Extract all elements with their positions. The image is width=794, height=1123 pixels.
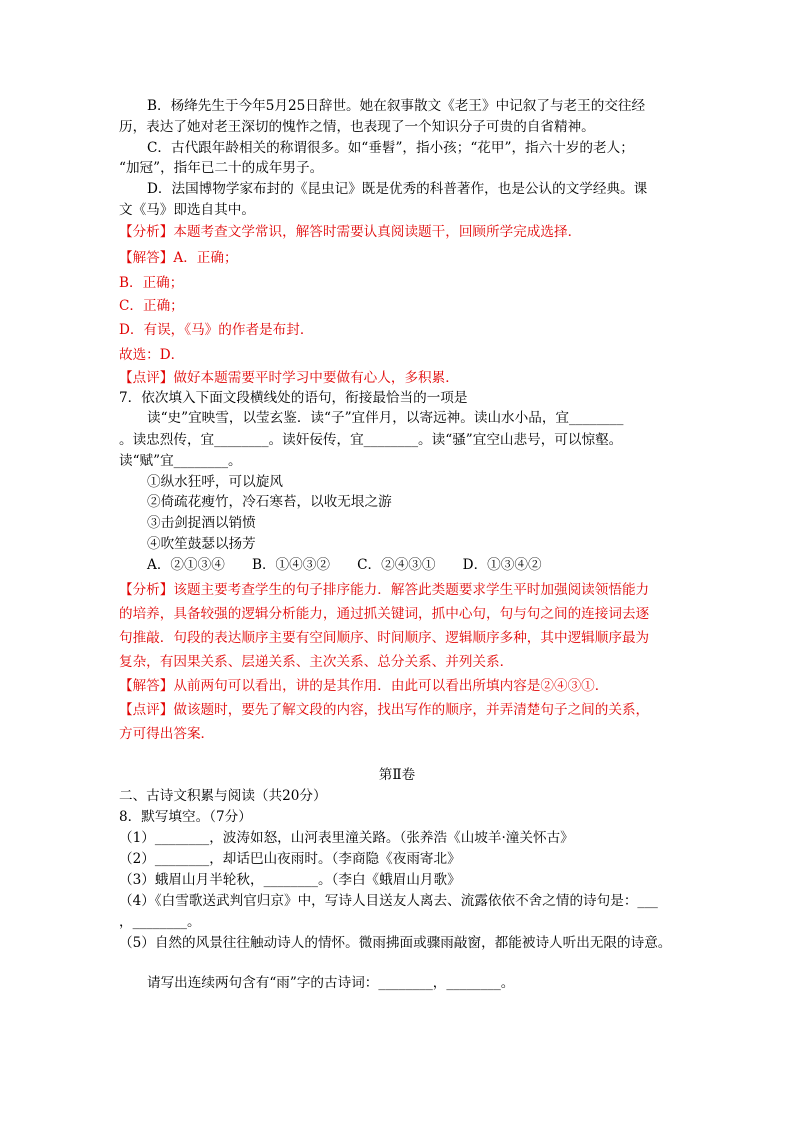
analysis-7-line-1: 【分析】该题主要考查学生的句子排序能力．解答此类题要求学生平时加强阅读领悟能力 xyxy=(119,582,650,598)
analysis-7-line-3: 句推敲．句段的表达顺序主要有空间顺序、时间顺序、逻辑顺序多种，其中逻辑顺序最为 xyxy=(119,630,650,646)
part-two-title: 二、古诗文积累与阅读（共20分） xyxy=(119,788,327,804)
analysis-7-line-4: 复杂，有因果关系、层递关系、主次关系、总分关系、并列关系． xyxy=(119,654,514,670)
question-8-item-5-prompt: 请写出连续两句含有“雨”字的古诗词：________，________。 xyxy=(147,975,515,991)
option-d-line-1: D．法国博物学家布封的《昆虫记》既是优秀的科普著作，也是公认的文学经典。课 xyxy=(147,181,648,197)
question-8-item-4: （4）《白雪歌送武判官归京》中，写诗人目送友人离去、流露依依不舍之情的诗句是：___ xyxy=(119,893,658,909)
comment-7-line-2: 方可得出答案． xyxy=(119,726,215,742)
question-8-item-2: （2）________，却话巴山夜雨时。（李商隐《夜雨寄北》 xyxy=(119,851,461,867)
option-c-line-2: “加冠”，指年已二十的成年男子。 xyxy=(119,160,324,176)
question-7-stem: 7．依次填入下面文段横线处的语句，衔接最恰当的一项是 xyxy=(119,390,468,406)
comment-7-line-1: 【点评】做该题时，要先了解文段的内容，找出写作的顺序，并弄清楚句子之间的关系， xyxy=(119,702,650,718)
answer-6-d: D．有误，《马》的作者是布封． xyxy=(119,322,314,338)
question-7-item-4: ④吹笙鼓瑟以扬芳 xyxy=(147,536,256,552)
section-heading: 第Ⅱ卷 xyxy=(378,767,416,783)
option-b-line-1: B．杨绛先生于今年5月25日辞世。她在叙事散文《老王》中记叙了与老王的交往经 xyxy=(147,98,646,114)
option-c-line-1: C．古代跟年龄相关的称谓很多。如“垂髫”，指小孩；“花甲”，指六十岁的老人； xyxy=(147,140,634,156)
question-8-stem: 8．默写填空。（7分） xyxy=(119,809,252,825)
question-7-item-2: ②倚疏花瘦竹，冷石寒苔，以收无垠之游 xyxy=(147,494,392,510)
question-8-item-4-cont: ，________。 xyxy=(119,914,201,930)
analysis-7-line-2: 的培养，具备较强的逻辑分析能力，通过抓关键词，抓中心句，句与句之间的连接词去逐 xyxy=(119,606,650,622)
question-7-passage-3: 读“赋”宜________。 xyxy=(119,453,242,469)
answer-6-b: B．正确； xyxy=(119,275,184,291)
option-b-line-2: 历，表达了她对老王深切的愧怍之情，也表现了一个知识分子可贵的自省精神。 xyxy=(119,119,595,135)
question-8-item-3: （3）蛾眉山月半轮秋，________。（李白《蛾眉山月歌》 xyxy=(119,872,461,888)
option-d-line-2: 文《马》即选自其中。 xyxy=(119,202,255,218)
analysis-6: 【分析】本题考查文学常识，解答时需要认真阅读题干，回顾所学完成选择． xyxy=(119,224,582,240)
answer-6-choice: 故选：D． xyxy=(119,347,185,363)
answer-6-a: 【解答】A．正确； xyxy=(119,250,238,266)
question-8-item-1: （1）________，波涛如怒，山河表里潼关路。（张养浩《山坡羊·潼关怀古》 xyxy=(119,830,574,846)
question-7-choices: A．②①③④ B．①④③② C．②④③① D．①③④② xyxy=(147,557,542,573)
question-7-passage-2: 。读忠烈传，宜________。读奸佞传，宜________。读“骚”宜空山悲号，可以惊壑。 xyxy=(119,432,623,448)
question-7-item-1: ①纵水狂呼，可以旋风 xyxy=(147,474,283,490)
answer-7: 【解答】从前两句可以看出，讲的是其作用．由此可以看出所填内容是②④③①． xyxy=(119,678,609,694)
question-7-item-3: ③击剑捉酒以销愤 xyxy=(147,515,256,531)
comment-6: 【点评】做好本题需要平时学习中要做有心人，多积累． xyxy=(119,370,459,386)
answer-6-c: C．正确； xyxy=(119,298,184,314)
question-8-item-5: （5）自然的风景往往触动诗人的情怀。微雨拂面或骤雨敲窗，都能被诗人听出无限的诗意。 xyxy=(119,935,672,951)
question-7-passage-1: 读“史”宜映雪，以莹玄鉴．读“子”宜伴月，以寄远神。读山水小品，宜________ xyxy=(147,410,624,426)
